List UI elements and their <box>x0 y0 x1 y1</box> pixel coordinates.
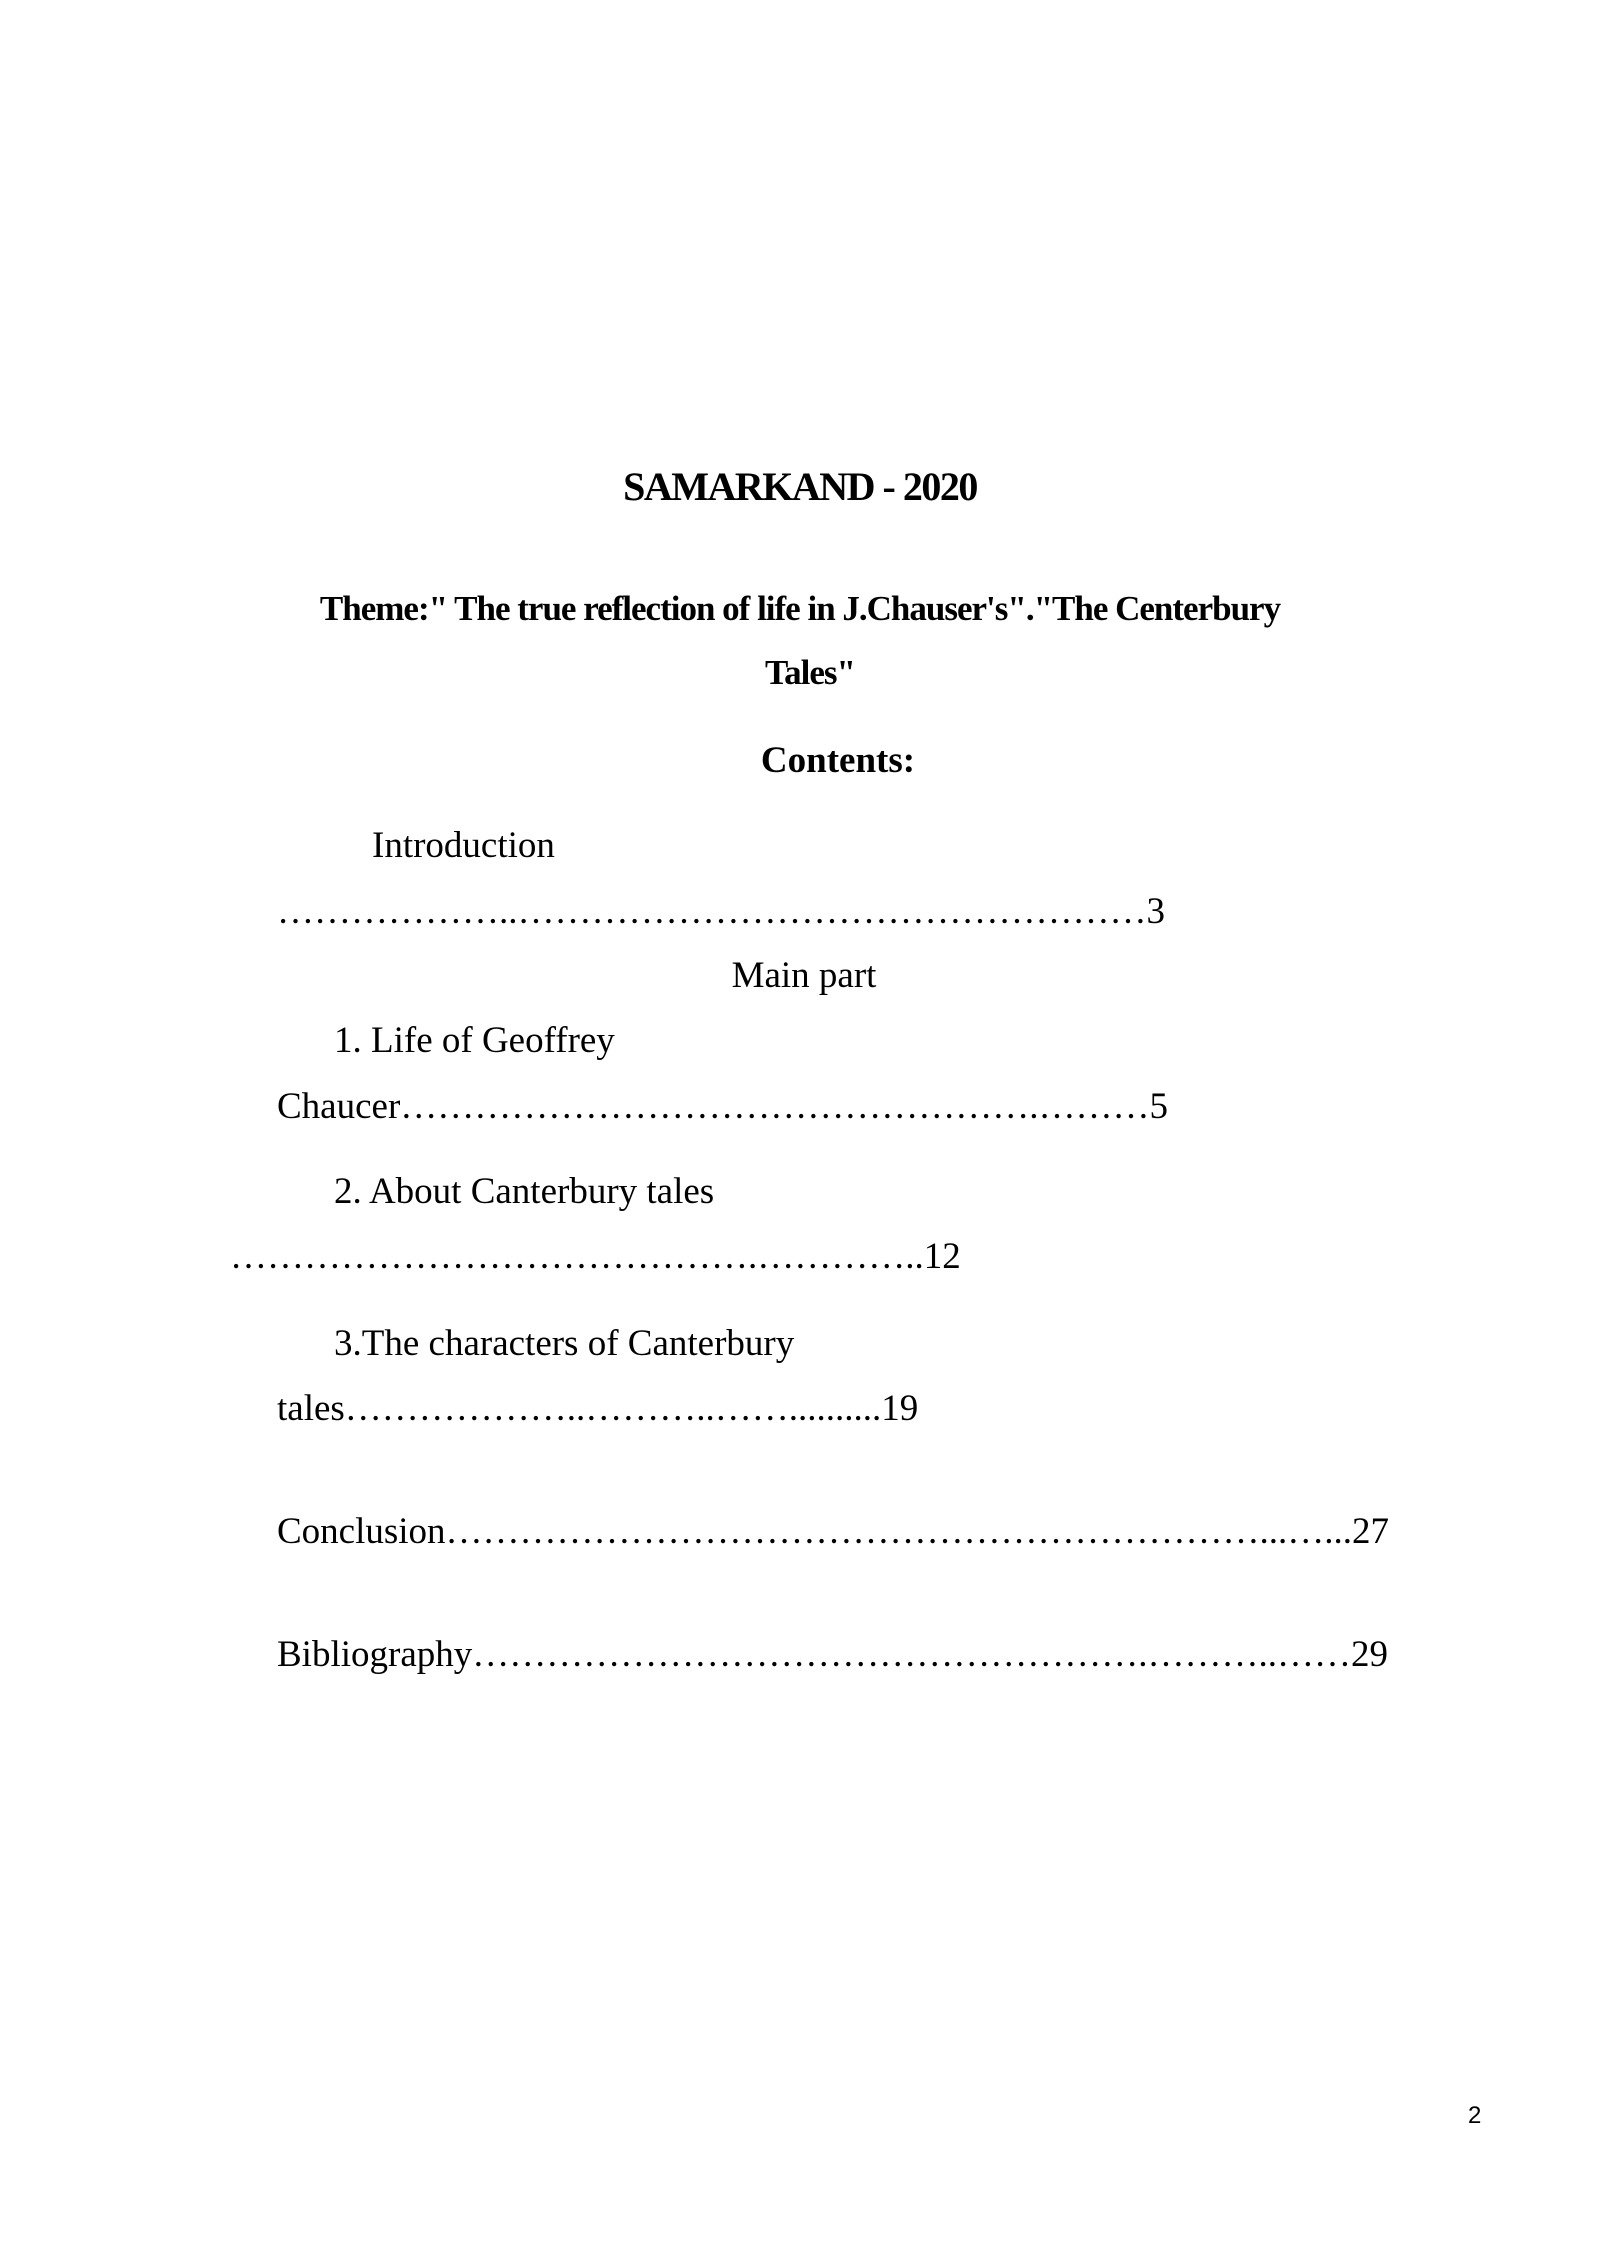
toc-item-3-label: 3.The characters of Canterbury <box>334 1323 795 1364</box>
page-number: 2 <box>1468 2102 1482 2129</box>
theme-line-2: Tales" <box>765 653 855 692</box>
toc-item-3-leader: tales………………..………..……..........19 <box>277 1388 919 1429</box>
toc-introduction-label: Introduction <box>372 825 555 866</box>
toc-main-part-label: Main part <box>731 955 877 996</box>
toc-item-2-leader: …………………………………….…………..12 <box>230 1236 961 1277</box>
theme-line-1: Theme:" The true reflection of life in J.Chauser's"."The Centerbury <box>319 589 1281 628</box>
contents-heading: Contents: <box>760 740 916 781</box>
document-title: SAMARKAND - 2020 <box>623 464 977 509</box>
toc-introduction-leader: ………………..……………………………………………3 <box>277 891 1165 932</box>
toc-bibliography: Bibliography……………………………………………….………..……29 <box>277 1634 1389 1675</box>
toc-item-1-leader: Chaucer…………………………………………….………5 <box>277 1086 1169 1127</box>
toc-conclusion: Conclusion…………………………………………………………...…...27 <box>277 1511 1390 1552</box>
toc-item-1-label: 1. Life of Geoffrey <box>334 1020 615 1061</box>
toc-item-2-label: 2. About Canterbury tales <box>334 1171 715 1212</box>
